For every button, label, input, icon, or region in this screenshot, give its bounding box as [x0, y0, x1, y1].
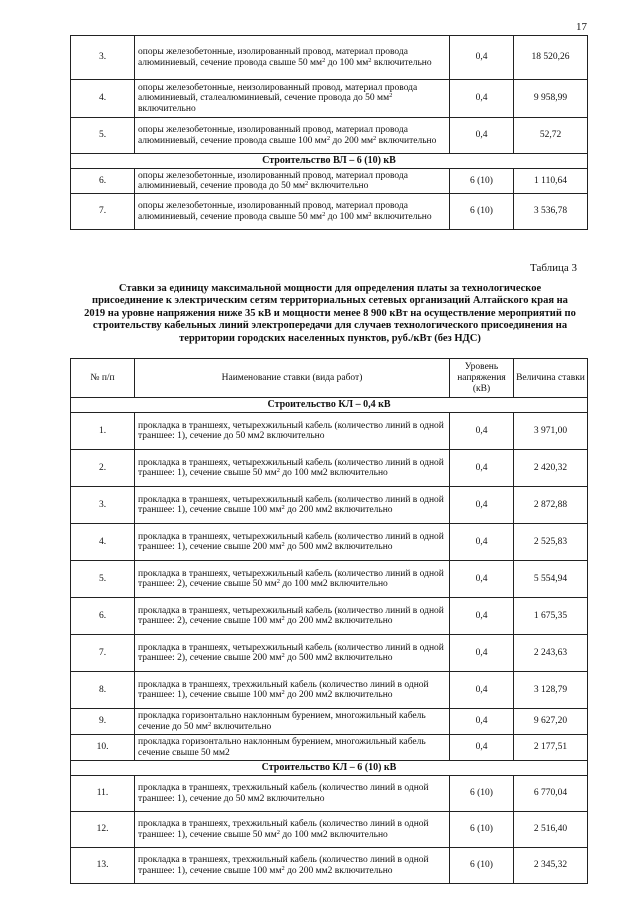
row-description: прокладка в траншеях, трехжильный кабель (количество линий в одной траншее: 1), сечение до 50 мм2 включительно: [135, 776, 450, 812]
row-rate: 1 675,35: [514, 598, 588, 635]
table-row: [71, 169, 588, 194]
section-title: Строительство ВЛ – 6 (10) кВ: [71, 154, 588, 169]
section-row: [71, 761, 588, 776]
row-description: прокладка в траншеях, четырехжильный кабель (количество линий в одной траншее: 2), сечение свыше 100 $мм^2$ до 200 мм2 включительно: [135, 598, 450, 635]
row-description: прокладка в траншеях, четырехжильный кабель (количество линий в одной траншее: 1), сечение свыше 100 $мм^2$ до 200 мм2 включительно: [135, 487, 450, 524]
row-voltage: 0,4: [450, 36, 514, 80]
row-rate: 3 971,00: [514, 413, 588, 450]
row-rate: 9 958,99: [514, 80, 588, 118]
row-description: прокладка в траншеях, четырехжильный кабель (количество линий в одной траншее: 1), сечение до 50 мм2 включительно: [135, 413, 450, 450]
row-rate: 2 177,51: [514, 735, 588, 761]
row-number: 2.: [71, 450, 135, 487]
table-row: [71, 36, 588, 80]
row-number: 8.: [71, 672, 135, 709]
rates-table-continued: [70, 35, 588, 230]
row-description: опоры железобетонные, изолированный провод, материал провода алюминиевый, сечение провода до 50 $мм^2$ включительно: [135, 169, 450, 194]
table-row: [71, 598, 588, 635]
row-description: прокладка горизонтально наклонным бурением, многожильный кабель сечение до 50 $мм^2$ включительно: [135, 709, 450, 735]
row-voltage: 0,4: [450, 561, 514, 598]
row-number: 6.: [71, 169, 135, 194]
row-voltage: 0,4: [450, 118, 514, 154]
row-voltage: 0,4: [450, 635, 514, 672]
row-description: прокладка в траншеях, четырехжильный кабель (количество линий в одной траншее: 1), сечение свыше 50 $мм^2$ до 100 мм2 включительно: [135, 450, 450, 487]
row-voltage: 0,4: [450, 450, 514, 487]
row-description: опоры железобетонные, изолированный провод, материал провода алюминиевый, сечение провода свыше 50 $мм^2$ до 100 $мм^2$ включительно: [135, 194, 450, 230]
row-description: прокладка в траншеях, трехжильный кабель (количество линий в одной траншее: 1), сечение свыше 100 $мм^2$ до 200 мм2 включительно: [135, 672, 450, 709]
row-voltage: 0,4: [450, 735, 514, 761]
row-description: прокладка в траншеях, четырехжильный кабель (количество линий в одной траншее: 2), сечение свыше 50 $мм^2$ до 100 мм2 включительно: [135, 561, 450, 598]
row-voltage: 6 (10): [450, 169, 514, 194]
row-voltage: 0,4: [450, 413, 514, 450]
col-header-rate: Величина ставки: [514, 359, 588, 398]
row-rate: 9 627,20: [514, 709, 588, 735]
row-rate: 1 110,64: [514, 169, 588, 194]
row-voltage: 6 (10): [450, 848, 514, 884]
table-row: [71, 776, 588, 812]
row-number: 4.: [71, 80, 135, 118]
table-row: [71, 413, 588, 450]
row-rate: 2 345,32: [514, 848, 588, 884]
section-row: [71, 154, 588, 169]
row-rate: 2 516,40: [514, 812, 588, 848]
col-header-name: Наименование ставки (вида работ): [135, 359, 450, 398]
table-row: [71, 80, 588, 118]
row-rate: 2 243,63: [514, 635, 588, 672]
row-voltage: 6 (10): [450, 194, 514, 230]
row-description: прокладка в траншеях, трехжильный кабель (количество линий в одной траншее: 1), сечение свыше 50 $мм^2$ до 100 мм2 включительно: [135, 812, 450, 848]
table-heading: Ставки за единицу максимальной мощности для определения платы за технологическое присоединение к электрическим сетям территориальных сетевых организаций Алтайского края на 2019 на уровне напряжения ниже 35 кВ и мощности менее 8 900 кВт на осуществление мероприятий по строительству кабельных линий электропередачи для случаев технологического присоединения на территории городских населенных пунктов, руб./кВт (без НДС): [84, 283, 576, 344]
table-row: [71, 635, 588, 672]
row-voltage: 6 (10): [450, 812, 514, 848]
page-number: 17: [576, 21, 587, 33]
section-row: [71, 398, 588, 413]
table-row: [71, 487, 588, 524]
row-rate: 18 520,26: [514, 36, 588, 80]
row-description: прокладка в траншеях, трехжильный кабель (количество линий в одной траншее: 1), сечение свыше 100 $мм^2$ до 200 мм2 включительно: [135, 848, 450, 884]
row-description: прокладка горизонтально наклонным бурением, многожильный кабель сечение свыше 50 мм2: [135, 735, 450, 761]
row-number: 7.: [71, 194, 135, 230]
row-number: 1.: [71, 413, 135, 450]
col-header-num: № п/п: [71, 359, 135, 398]
row-rate: 5 554,94: [514, 561, 588, 598]
table-row: [71, 118, 588, 154]
row-number: 3.: [71, 36, 135, 80]
row-rate: 2 420,32: [514, 450, 588, 487]
table-row: [71, 812, 588, 848]
table-row: [71, 735, 588, 761]
row-rate: 2 525,83: [514, 524, 588, 561]
col-header-voltage: Уровень напряжения (кВ): [450, 359, 514, 398]
row-voltage: 0,4: [450, 524, 514, 561]
row-description: прокладка в траншеях, четырехжильный кабель (количество линий в одной траншее: 2), сечение свыше 200 $мм^2$ до 500 мм2 включительно: [135, 635, 450, 672]
section-title: Строительство КЛ – 0,4 кВ: [71, 398, 588, 413]
table-row: [71, 848, 588, 884]
table-row: [71, 672, 588, 709]
row-voltage: 0,4: [450, 487, 514, 524]
row-number: 13.: [71, 848, 135, 884]
row-rate: 3 128,79: [514, 672, 588, 709]
table-caption: Таблица 3: [530, 262, 578, 274]
table-row: [71, 561, 588, 598]
cable-lines-rates-table: [70, 358, 588, 884]
table-row: [71, 524, 588, 561]
row-number: 9.: [71, 709, 135, 735]
row-description: прокладка в траншеях, четырехжильный кабель (количество линий в одной траншее: 1), сечение свыше 200 $мм^2$ до 500 мм2 включительно: [135, 524, 450, 561]
row-number: 4.: [71, 524, 135, 561]
row-number: 12.: [71, 812, 135, 848]
header-row: [71, 359, 588, 398]
table-row: [71, 709, 588, 735]
table-row: [71, 450, 588, 487]
row-description: опоры железобетонные, изолированный провод, материал провода алюминиевый, сечение провода свыше 50 $мм^2$ до 100 $мм^2$ включительно: [135, 36, 450, 80]
row-number: 11.: [71, 776, 135, 812]
row-voltage: 6 (10): [450, 776, 514, 812]
row-rate: 52,72: [514, 118, 588, 154]
table-row: [71, 194, 588, 230]
row-voltage: 0,4: [450, 672, 514, 709]
row-voltage: 0,4: [450, 80, 514, 118]
row-rate: 6 770,04: [514, 776, 588, 812]
row-number: 5.: [71, 561, 135, 598]
row-description: опоры железобетонные, неизолированный провод, материал провода алюминиевый, сталеалюминиевый, сечение провода до 50 $мм^2$ включительно: [135, 80, 450, 118]
row-rate: 2 872,88: [514, 487, 588, 524]
row-number: 5.: [71, 118, 135, 154]
row-rate: 3 536,78: [514, 194, 588, 230]
row-number: 6.: [71, 598, 135, 635]
row-voltage: 0,4: [450, 598, 514, 635]
row-number: 7.: [71, 635, 135, 672]
row-voltage: 0,4: [450, 709, 514, 735]
section-title: Строительство КЛ – 6 (10) кВ: [71, 761, 588, 776]
row-description: опоры железобетонные, изолированный провод, материал провода алюминиевый, сечение провода свыше 100 $мм^2$ до 200 $мм^2$ включительно: [135, 118, 450, 154]
row-number: 10.: [71, 735, 135, 761]
row-number: 3.: [71, 487, 135, 524]
